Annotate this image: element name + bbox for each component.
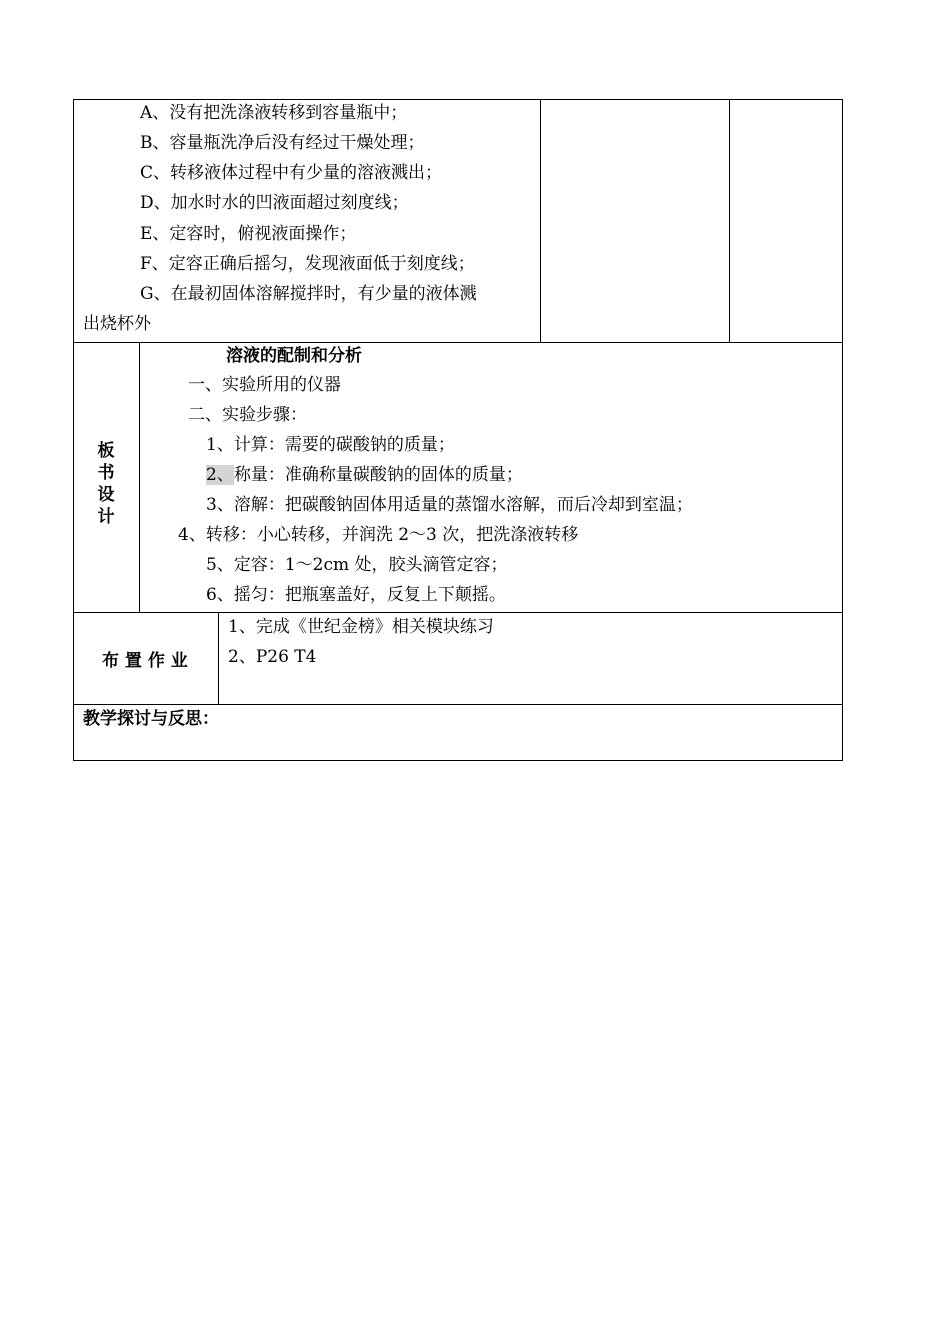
homework-label-divider [218, 612, 219, 704]
row-divider-3 [73, 704, 843, 705]
row-divider-2 [73, 612, 843, 613]
step-5: 5、定容：1～2cm 处，胶头滴管定容； [206, 555, 508, 575]
board-heading-1: 一、实验所用的仪器 [188, 375, 341, 395]
step-6: 6、摇匀：把瓶塞盖好，反复上下颠摇。 [206, 585, 506, 605]
row1-divider-1 [540, 99, 541, 342]
board-heading-2: 二、实验步骤： [188, 405, 307, 425]
item-g: G、在最初固体溶解搅拌时，有少量的液体溅 [140, 284, 477, 304]
item-c: C、转移液体过程中有少量的溶液溅出； [140, 163, 443, 183]
item-b: B、容量瓶洗净后没有经过干燥处理； [140, 133, 425, 153]
board-label: 板 书 设 计 [97, 441, 115, 527]
step-4: 4、转移：小心转移，并润洗 2～3 次，把洗涤液转移 [178, 525, 579, 545]
item-e: E、定容时，俯视液面操作； [140, 224, 357, 244]
item-d: D、加水时水的凹液面超过刻度线； [140, 193, 409, 213]
step-3: 3、溶解：把碳酸钠固体用适量的蒸馏水溶解，而后冷却到室温； [206, 495, 693, 515]
step-2-number: 2、 [206, 465, 234, 485]
row1-divider-2 [729, 99, 730, 342]
reflection-label: 教学探讨与反思： [83, 709, 219, 729]
item-g-continuation: 出烧杯外 [83, 314, 151, 334]
step-2 [206, 465, 523, 485]
item-a: A、没有把洗涤液转移到容量瓶中； [140, 103, 408, 123]
homework-line-2: 2、P26 T4 [228, 647, 317, 667]
homework-line-1: 1、完成《世纪金榜》相关模块练习 [228, 617, 494, 637]
homework-label: 布 置 作 业 [102, 651, 188, 671]
board-label-divider [139, 342, 140, 612]
item-f: F、定容正确后摇匀，发现液面低于刻度线； [140, 254, 475, 274]
step-1: 1、计算：需要的碳酸钠的质量； [206, 435, 455, 455]
step-2-text: 称量：准确称量碳酸钠的固体的质量； [233, 465, 523, 485]
board-title: 溶液的配制和分析 [226, 346, 362, 366]
row-divider-1 [73, 342, 843, 343]
